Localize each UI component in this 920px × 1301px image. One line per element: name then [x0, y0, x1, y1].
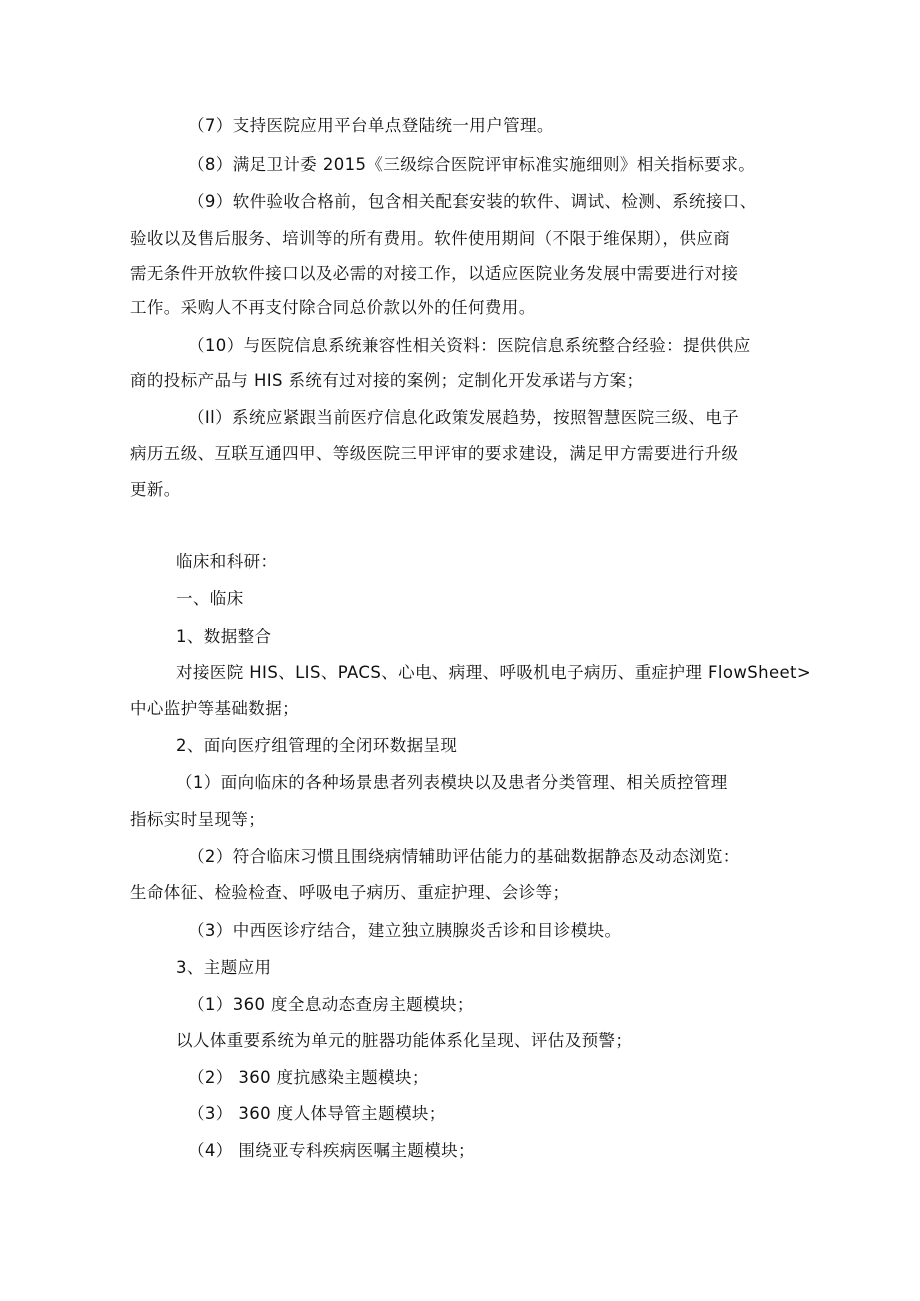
section-heading: 临床和科研：	[176, 552, 278, 571]
text-line: （7）支持医院应用平台单点登陆统一用户管理。	[188, 116, 554, 135]
text-line: （9）软件验收合格前，包含相关配套安装的软件、调试、检测、系统接口、	[188, 192, 757, 211]
text-line: （2）符合临床习惯且围绕病情辅助评估能力的基础数据静态及动态浏览：	[188, 847, 740, 866]
text-line: （3） 360 度人体导管主题模块；	[188, 1104, 446, 1123]
text-line: （3）中西医诊疗结合，建立独立胰腺炎舌诊和目诊模块。	[188, 921, 622, 940]
text-line: 以人体重要系统为单元的脏器功能体系化呈现、评估及预警；	[176, 1031, 633, 1050]
text-line: （1）360 度全息动态查房主题模块；	[188, 995, 474, 1014]
text-line: （Il）系统应紧跟当前医疗信息化政策发展趋势，按照智慧医院三级、电子	[188, 408, 740, 427]
text-line: 指标实时呈现等；	[130, 810, 266, 829]
text-line: 中心监护等基础数据；	[130, 699, 299, 718]
text-line: 生命体征、检验检查、呼吸电子病历、重症护理、会诊等；	[130, 883, 570, 902]
text-line: 对接医院 HIS、LIS、PACS、心电、病理、呼吸机电子病历、重症护理 FlowSheet>	[176, 663, 812, 682]
text-line: 更新。	[130, 480, 181, 499]
text-line: 需无条件开放软件接口以及必需的对接工作，以适应医院业务发展中需要进行对接	[130, 264, 739, 283]
text-line: （4） 围绕亚专科疾病医嘱主题模块；	[188, 1141, 475, 1160]
text-line: （8）满足卫计委 2015《三级综合医院评审标准实施细则》相关指标要求。	[188, 155, 756, 174]
text-line: （10）与医院信息系统兼容性相关资料：医院信息系统整合经验：提供供应	[188, 336, 751, 355]
section-heading: 3、主题应用	[176, 958, 272, 977]
text-line: 工作。采购人不再支付除合同总价款以外的任何费用。	[130, 298, 536, 317]
text-line: 病历五级、互联互通四甲、等级医院三甲评审的要求建设，满足甲方需要进行升级	[130, 444, 739, 463]
section-heading: 一、临床	[176, 589, 244, 608]
text-line: （1）面向临床的各种场景患者列表模块以及患者分类管理、相关质控管理	[176, 773, 728, 792]
section-heading: 1、数据整合	[176, 627, 272, 646]
section-heading: 2、面向医疗组管理的全闭环数据呈现	[176, 736, 458, 755]
text-line: 商的投标产品与 HIS 系统有过对接的案例；定制化开发承诺与方案；	[130, 371, 644, 390]
text-line: 验收以及售后服务、培训等的所有费用。软件使用期间（不限于维保期），供应商	[130, 229, 731, 248]
text-line: （2） 360 度抗感染主题模块；	[188, 1068, 429, 1087]
